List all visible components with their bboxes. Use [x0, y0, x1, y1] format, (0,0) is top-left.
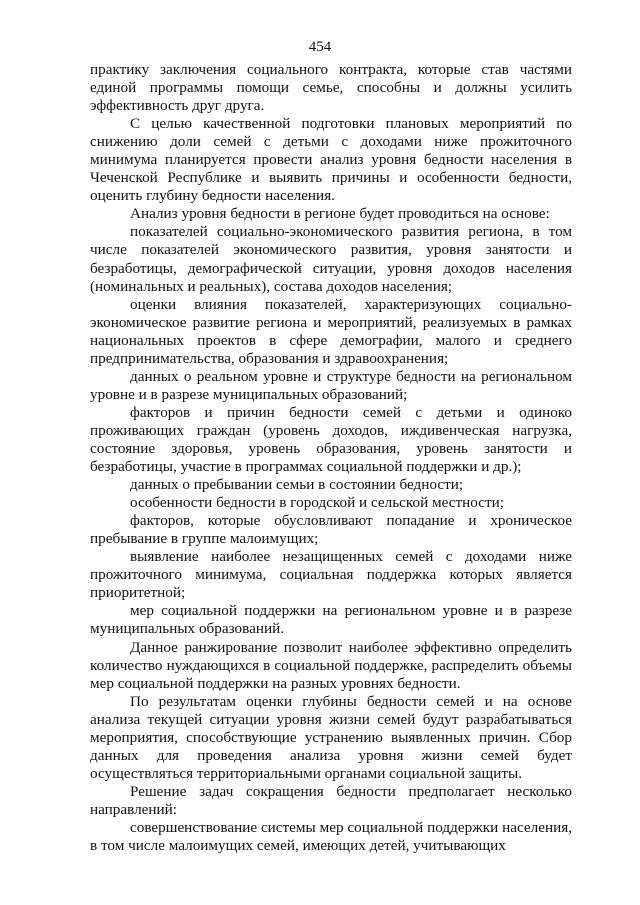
list-item-indicators: показателей социально-экономического развития региона, в том числе показателей экономического развития, уровня занятости и безработицы, демографической ситуации, уровня доходов населения (номинальных и реальных), состава доходов населения; — [90, 223, 572, 295]
list-item-poverty-factors: факторов и причин бедности семей с детьми и одиноко проживающих граждан (уровень доходов, иждивенческая нагрузка, состояние здоровья, уровень образования, уровень занятости и безработицы, участие в программах социальной поддержки и др.); — [90, 403, 572, 476]
list-item-support-measures: мер социальной поддержки на региональном уровне и в разрезе муниципальных образований. — [90, 602, 572, 638]
paragraph-3: Анализ уровня бедности в регионе будет проводиться на основе: — [130, 205, 550, 223]
paragraph-ranking: Данное ранжирование позволит наиболее эффективно определить количество нуждающихся в социальной поддержке, распределить объемы мер социальной поддержки на разных уровнях бедности. — [90, 638, 572, 692]
paragraph-improvement: совершенствование системы мер социальной поддержки населения, в том числе малоимущих семей, имеющих детей, учитывающих — [90, 818, 572, 855]
paragraph-results: По результатам оценки глубины бедности семей и на основе анализа текущей ситуации уровня жизни семей будут разрабатываться мероприятия, способствующие устранению выявленных причин. Сбор данных для проведения анализа уровня жизни семей будет осуществляться территориальными органами социальной защиты. — [90, 692, 572, 782]
paragraph-1: практику заключения социального контракта, которые став частями единой программы помощи семье, способны и должны усилить эффективность друг друга. — [90, 61, 572, 115]
page-number: 454 — [308, 39, 332, 55]
list-item-urban-rural: особенности бедности в городской и сельской местности; — [130, 494, 504, 512]
list-item-chronic-factors: факторов, которые обусловливают попадание и хроническое пребывание в группе малоимущих; — [90, 512, 572, 548]
list-item-poverty-duration: данных о пребывании семьи в состоянии бедности; — [130, 476, 464, 494]
list-item-impact-assessment: оценки влияния показателей, характеризующих социально-экономическое развитие региона и мероприятий, реализуемых в рамках национальных проектов в сфере демографии, малого и среднего предпринимательства, образования и здравоохранения; — [90, 295, 572, 367]
list-item-vulnerable-families: выявление наиболее незащищенных семей с доходами ниже прожиточного минимума, социальная поддержка которых является приоритетной; — [90, 548, 572, 602]
paragraph-2: С целью качественной подготовки плановых мероприятий по снижению доли семей с детьми с доходами ниже прожиточного минимума планируется провести анализ уровня бедности населения в Чеченской Республике и выявить причины и особенности бедности, оценить глубину бедности населения. — [90, 115, 572, 205]
list-item-poverty-data: данных о реальном уровне и структуре бедности на региональном уровне и в разрезе муниципальных образований; — [90, 367, 572, 403]
document-body — [90, 61, 572, 855]
paragraph-directions: Решение задач сокращения бедности предполагает несколько направлений: — [90, 782, 572, 818]
